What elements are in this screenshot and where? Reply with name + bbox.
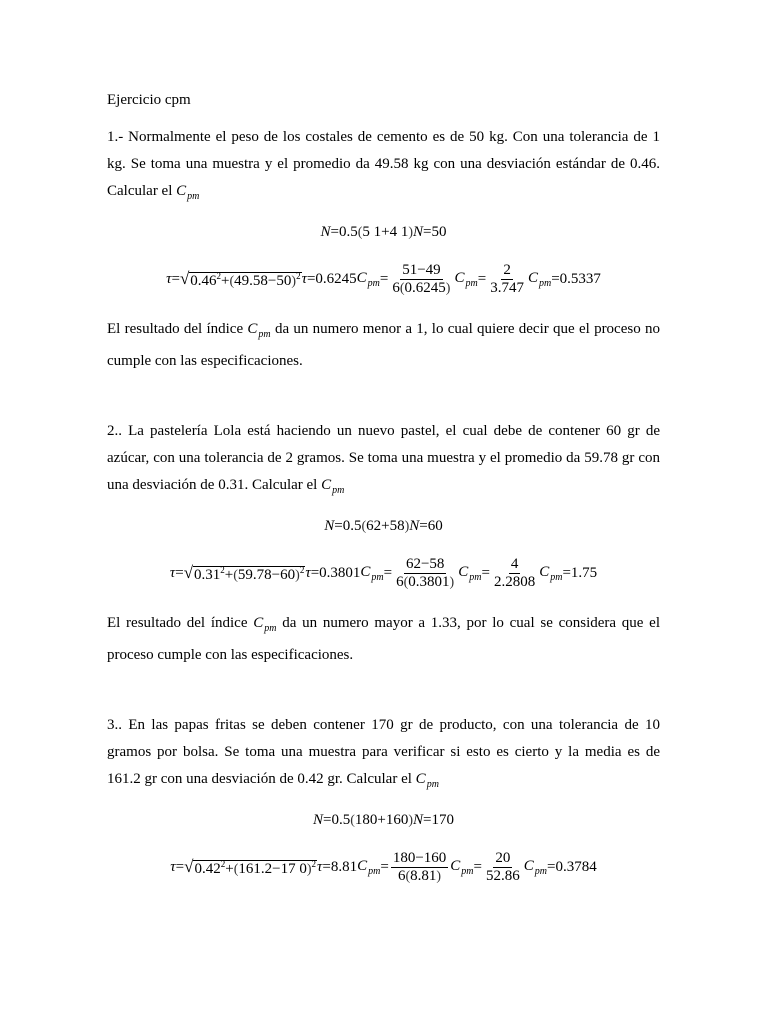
fraction-1: $\frac{180-160}{6(8.81)}$ — [392, 850, 447, 884]
exercise-2-conclusion: El resultado del índice $C_{pm}$ da un numero mayor a 1.33, por lo cual se considera que el proceso cumple con las especificaciones. — [107, 615, 661, 663]
sqrt-expression: √ $0.42^2+(161.2-17$ 0)$^2$ — [184, 856, 316, 877]
exercise-1-conclusion: El resultado del índice $C_{pm}$ da un numero menor a 1, lo cual quiere decir que el proceso no cumple con las especificaciones. — [107, 321, 660, 369]
exercise-3-statement — [107, 712, 660, 798]
exercise-2-n-equation: N=0.5(62+58)N=60 — [324, 518, 443, 534]
fraction-1: $\frac{51-49}{6(0.6245)}$ — [392, 262, 451, 296]
cpm-symbol: $C_{pm}$ — [415, 771, 439, 790]
fraction-2: $\frac{2}{3.747}$ — [490, 262, 524, 296]
exercise-1-tau-equation: τ = √ $0.46^2+(49.58-50)^2$ τ =0.6245 $C_{pm}$ = $\frac{51-49}{6(0.6245)}$ $C_{pm}$ = $\frac{2}{3.747}$ $C_{pm}$ =0.5337 — [166, 262, 601, 296]
fraction-2: $\frac{20}{52.86}$ — [486, 850, 520, 884]
document-title: Ejercicio cpm — [107, 92, 191, 108]
statement-text: 3.. En las papas fritas se deben contener 170 gr de producto, con una tolerancia de 10 gramos por bolsa. Se toma una muestra para verificar si esto es cierto y la media es de 161.2 gr con una desviación de 0.42 gr. Calcular el — [107, 717, 660, 787]
exercise-2-statement — [107, 418, 660, 504]
statement-text: 1.- Normalmente el peso de los costales de cemento es de 50 kg. Con una tolerancia de 1 kg. Se toma una muestra y el promedio da 49.58 kg con una desviación estándar de 0.46. Calcular el — [107, 129, 660, 199]
exercise-1-statement — [107, 124, 660, 210]
statement-text: 2.. La pastelería Lola está haciendo un nuevo pastel, el cual debe de contener 60 gr de azúcar, con una tolerancia de 2 gramos. Se toma una muestra y el promedio da 59.78 gr con una desviación de 0.31. Calcular el — [107, 423, 660, 493]
cpm-symbol: $C_{pm}$ — [176, 183, 200, 202]
sqrt-expression: √ $0.46^2+(49.58-50)^2$ — [179, 268, 301, 289]
exercise-3-n-equation: N=0.5(180+160)N=170 — [312, 812, 455, 828]
exercise-3-tau-equation: τ = √ $0.42^2+(161.2-17$ 0)$^2$ τ =8.81 $C_{pm}$ = $\frac{180-160}{6(8.81)}$ $C_{pm}$ = $\frac{20}{52.86}$ $C_{pm}$ =0.3784 — [170, 850, 597, 884]
fraction-1: $\frac{62-58}{6(0.3801)}$ — [396, 556, 455, 590]
sqrt-expression: √ $0.31^2+(59.78-60)^2$ — [183, 562, 305, 583]
exercise-1-n-equation: N=0.5(5 1+4 1)N=50 — [320, 224, 447, 240]
cpm-symbol: $C_{pm}$ — [321, 477, 345, 496]
exercise-2-tau-equation: τ = √ $0.31^2+(59.78-60)^2$ τ =0.3801 $C_{pm}$ = $\frac{62-58}{6(0.3801)}$ $C_{pm}$ = $\frac{4}{2.2808}$ $C_{pm}$ =1.75 — [169, 556, 598, 590]
fraction-2: $\frac{4}{2.2808}$ — [493, 556, 536, 590]
